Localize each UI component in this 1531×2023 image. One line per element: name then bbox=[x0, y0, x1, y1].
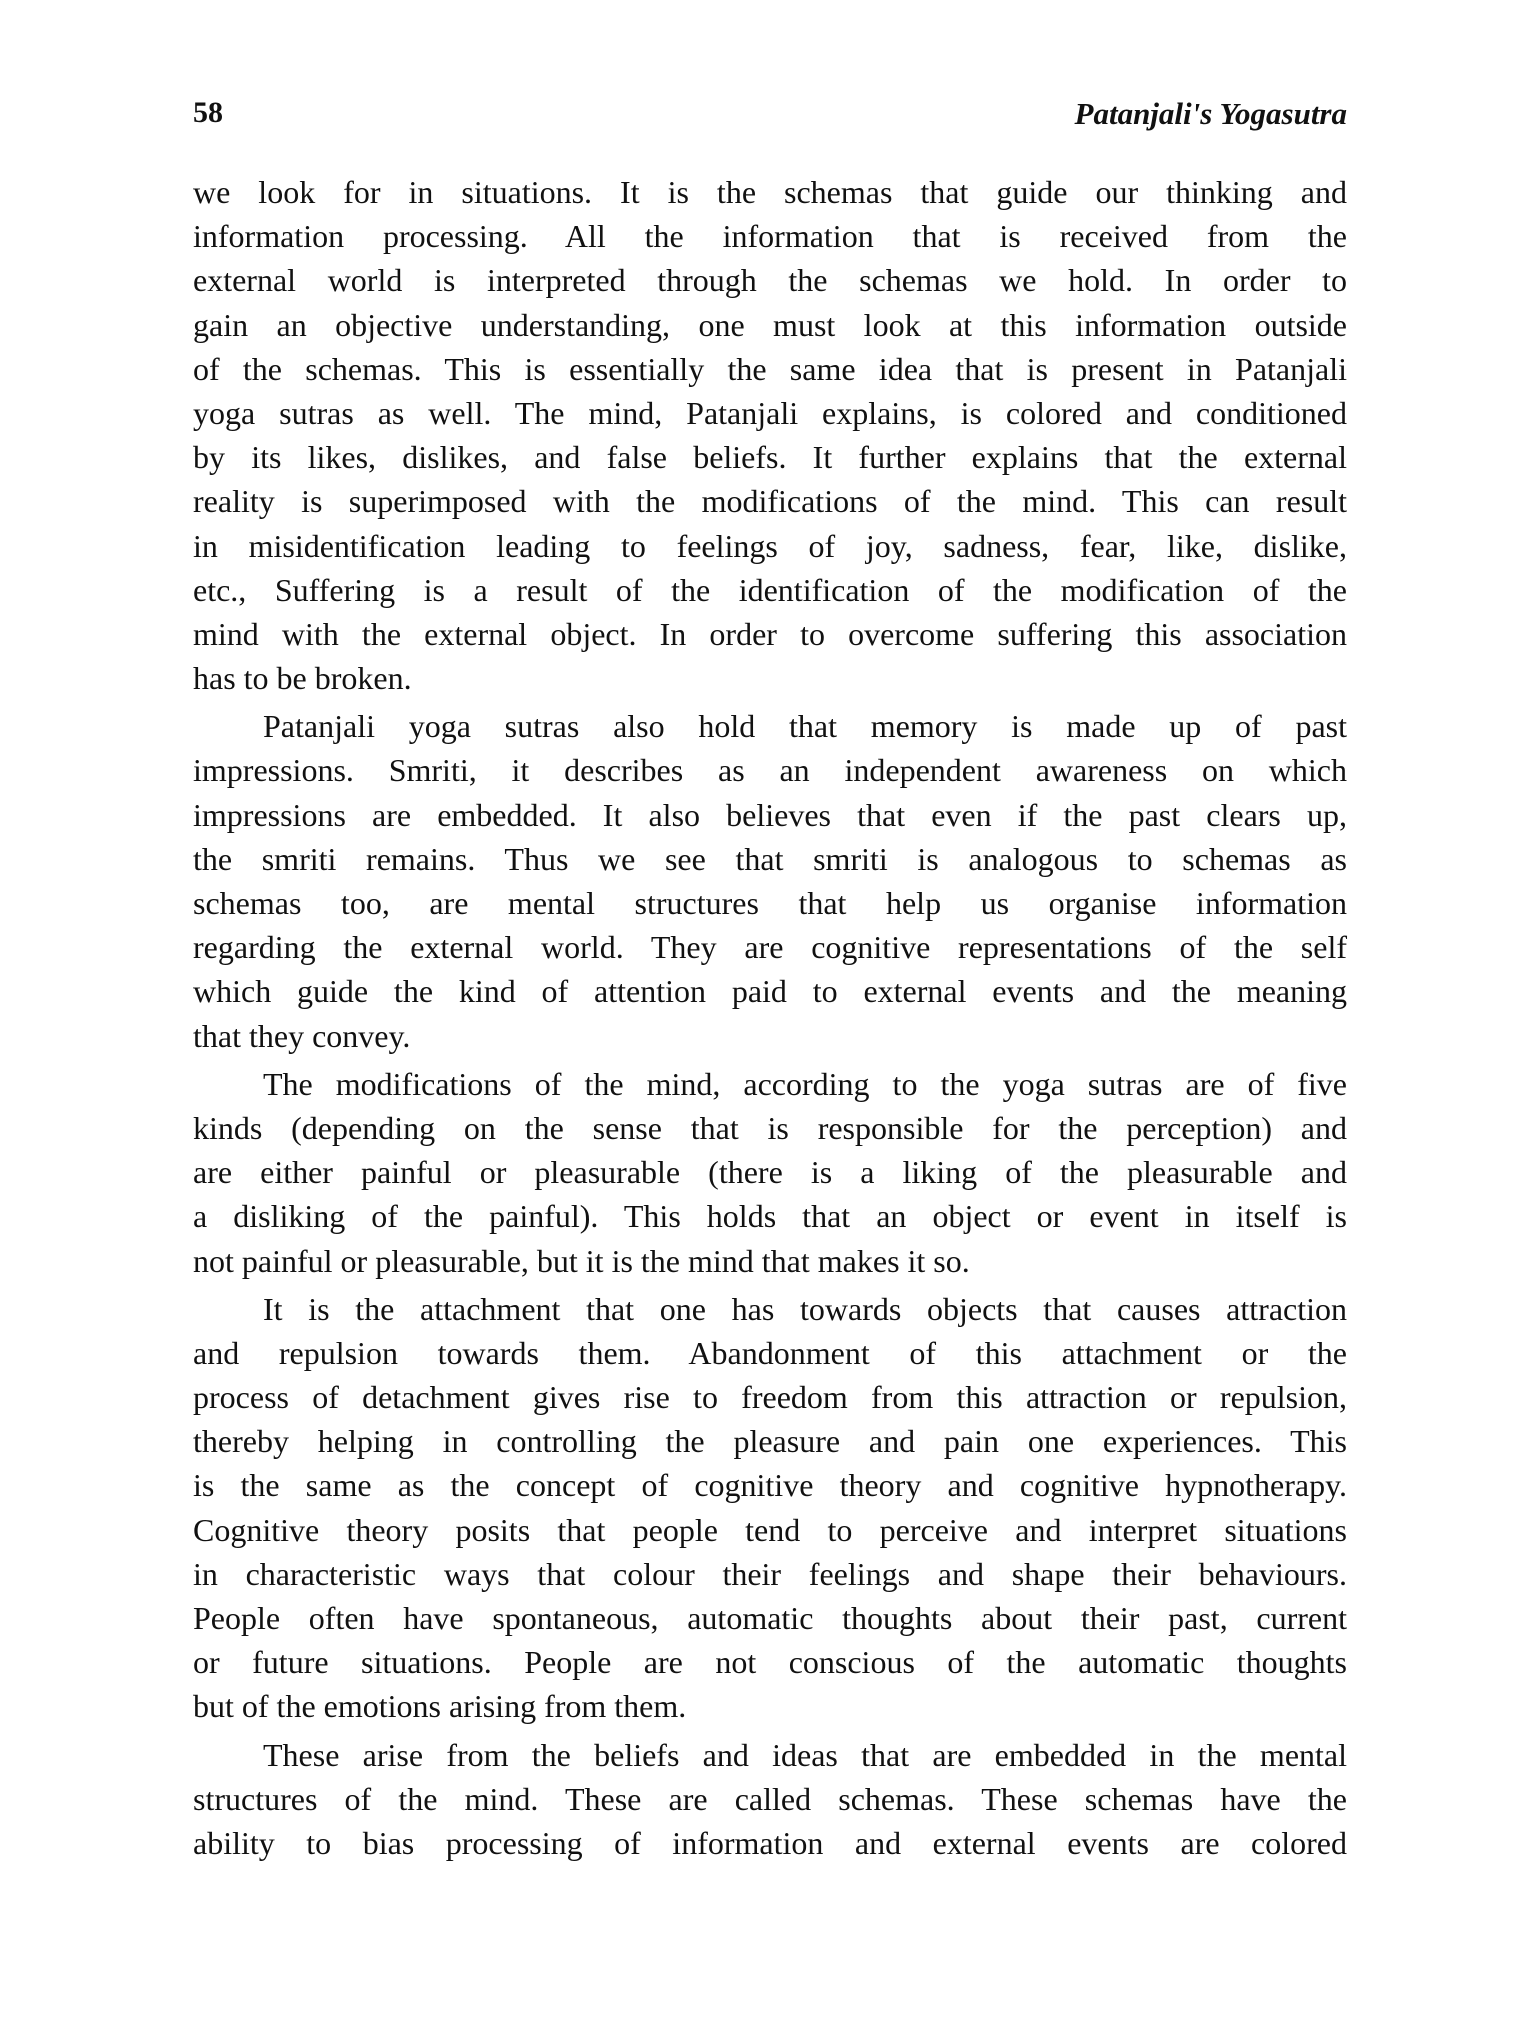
paragraph-4 bbox=[193, 1287, 1347, 1729]
text-line: thereby helping in controlling the pleasure and pain one experiences. This bbox=[193, 1423, 1347, 1460]
paragraph-2 bbox=[193, 704, 1347, 1058]
text-line: structures of the mind. These are called schemas. These schemas have the bbox=[193, 1780, 1347, 1817]
page-number: 58 bbox=[193, 96, 223, 129]
text-line: not painful or pleasurable, but it is the mind that makes it so. bbox=[193, 1242, 970, 1279]
text-line: external world is interpreted through the schemas we hold. In order to bbox=[193, 262, 1347, 299]
text-line: which guide the kind of attention paid to external events and the meaning bbox=[193, 973, 1347, 1010]
text-line: The modifications of the mind, according to the yoga sutras are of five bbox=[263, 1065, 1347, 1102]
text-line: that they convey. bbox=[193, 1017, 411, 1054]
text-line: a disliking of the painful). This holds that an object or event in itself is bbox=[193, 1198, 1347, 1235]
text-line: information processing. All the information that is received from the bbox=[193, 218, 1347, 255]
text-line: are either painful or pleasurable (there is a liking of the pleasurable and bbox=[193, 1154, 1347, 1191]
text-line: by its likes, dislikes, and false beliefs. It further explains that the external bbox=[193, 439, 1347, 476]
page-header bbox=[193, 96, 1347, 136]
text-line: It is the attachment that one has towards objects that causes attraction bbox=[263, 1290, 1347, 1327]
text-line: gain an objective understanding, one must look at this information outside bbox=[193, 306, 1347, 343]
text-line: has to be broken. bbox=[193, 660, 412, 697]
text-line: in characteristic ways that colour their feelings and shape their behaviours. bbox=[193, 1555, 1347, 1592]
text-line: in misidentification leading to feelings of joy, sadness, fear, like, dislike, bbox=[193, 527, 1347, 564]
text-line: etc., Suffering is a result of the identification of the modification of the bbox=[193, 571, 1347, 608]
text-line: the smriti remains. Thus we see that smriti is analogous to schemas as bbox=[193, 840, 1347, 877]
text-line: but of the emotions arising from them. bbox=[193, 1688, 687, 1725]
text-line: of the schemas. This is essentially the same idea that is present in Patanjali bbox=[193, 350, 1347, 387]
text-line: schemas too, are mental structures that help us organise information bbox=[193, 885, 1347, 921]
text-line: impressions are embedded. It also believes that even if the past clears up, bbox=[193, 796, 1347, 833]
text-line: Cognitive theory posits that people tend to perceive and interpret situations bbox=[193, 1511, 1347, 1548]
paragraph-5 bbox=[193, 1733, 1347, 1866]
text-line: These arise from the beliefs and ideas that are embedded in the mental bbox=[263, 1736, 1347, 1773]
text-line: ability to bias processing of information and external events are colored bbox=[193, 1824, 1347, 1861]
text-line: mind with the external object. In order to overcome suffering this association bbox=[193, 615, 1347, 652]
text-line: impressions. Smriti, it describes as an independent awareness on which bbox=[193, 752, 1347, 789]
paragraph-3 bbox=[193, 1062, 1347, 1283]
text-line: is the same as the concept of cognitive theory and cognitive hypnotherapy. bbox=[193, 1467, 1347, 1504]
body-text bbox=[193, 170, 1347, 1869]
text-line: regarding the external world. They are cognitive representations of the self bbox=[193, 929, 1347, 966]
text-line: Patanjali yoga sutras also hold that memory is made up of past bbox=[263, 708, 1347, 745]
text-line: and repulsion towards them. Abandonment of this attachment or the bbox=[193, 1334, 1347, 1371]
text-line: People often have spontaneous, automatic thoughts about their past, current bbox=[193, 1600, 1347, 1636]
text-line: reality is superimposed with the modifications of the mind. This can result bbox=[193, 483, 1347, 520]
text-line: or future situations. People are not conscious of the automatic thoughts bbox=[193, 1644, 1347, 1681]
text-line: we look for in situations. It is the schemas that guide our thinking and bbox=[193, 174, 1347, 210]
running-title: Patanjali's Yogasutra bbox=[1074, 96, 1347, 131]
text-line: kinds (depending on the sense that is responsible for the perception) and bbox=[193, 1109, 1347, 1146]
text-line: yoga sutras as well. The mind, Patanjali explains, is colored and conditioned bbox=[193, 394, 1347, 431]
paragraph-1 bbox=[193, 170, 1347, 700]
text-line: process of detachment gives rise to freedom from this attraction or repulsion, bbox=[193, 1379, 1347, 1416]
